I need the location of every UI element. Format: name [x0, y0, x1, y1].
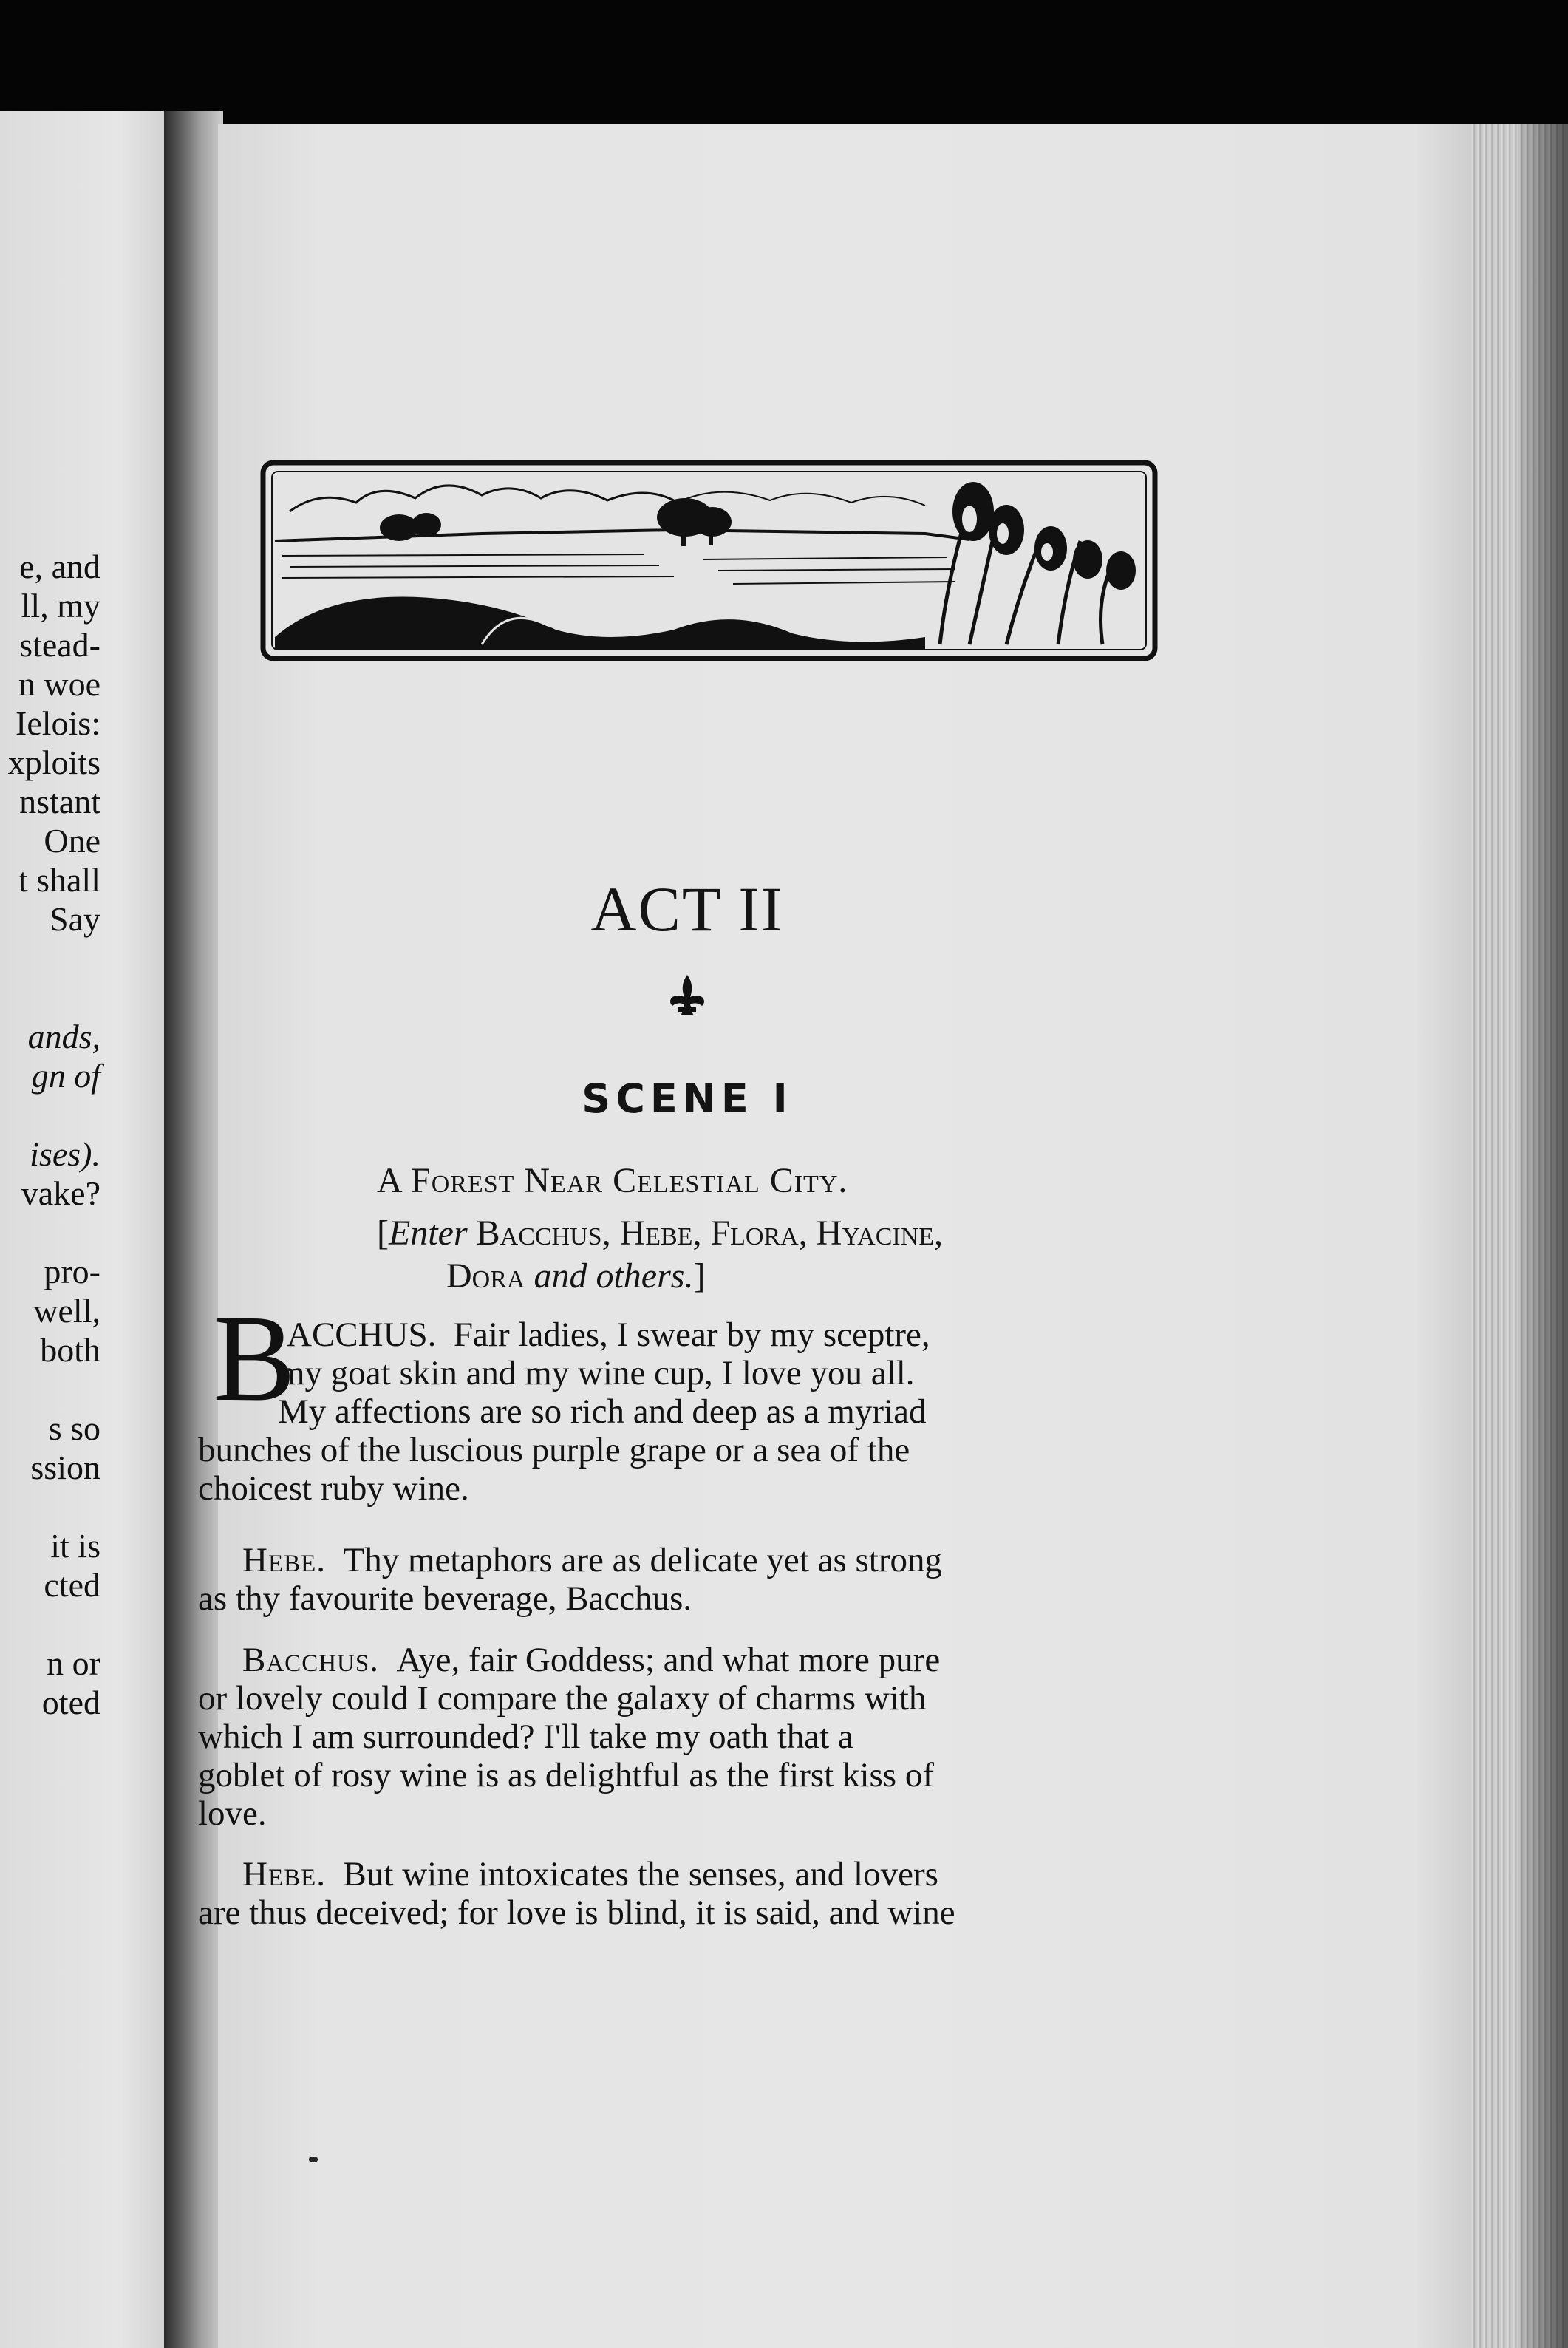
fleur-de-lis-icon	[665, 972, 709, 1024]
previous-page-line	[8, 1487, 100, 1526]
stage-line-2	[377, 1255, 1153, 1298]
previous-page-line: s so	[48, 1409, 100, 1447]
text-line: my goat skin and my wine cup, I love you all.	[278, 1354, 915, 1392]
previous-page-line	[8, 1369, 100, 1409]
speech-text: Aye, fair Goddess; and what more pure	[396, 1641, 941, 1679]
speech-text: Fair ladies, I swear by my sceptre,	[453, 1316, 930, 1354]
page-edge-shadow	[1518, 124, 1568, 2348]
text-line	[198, 1855, 1159, 1893]
location-word: Near	[524, 1161, 604, 1200]
previous-page-line: vake?	[21, 1174, 100, 1212]
previous-page-line: n woe	[18, 665, 100, 703]
previous-page-line: it is	[50, 1527, 100, 1565]
speech-bacchus-2	[198, 1641, 1159, 1833]
text-line: bunches of the luscious purple grape or a sea of the	[198, 1431, 910, 1469]
previous-page-line: oted	[41, 1684, 100, 1721]
speaker-name: Hebe.	[242, 1855, 327, 1893]
previous-page-line: ands,	[27, 1018, 100, 1055]
ink-speck	[309, 2157, 318, 2162]
speaker-name: Hebe.	[242, 1541, 327, 1579]
speech-text: Thy metaphors are as delicate yet as strong	[343, 1541, 942, 1579]
text-line: choicest ruby wine.	[198, 1469, 469, 1508]
text-line	[198, 1641, 1159, 1679]
speaker-name: ACCHUS.	[287, 1316, 437, 1354]
previous-page-line: stead-	[19, 626, 100, 664]
stage-and-others: and others.	[534, 1256, 694, 1296]
speech-hebe-2	[198, 1855, 1159, 1932]
location-word: City.	[769, 1161, 848, 1200]
previous-page-line	[8, 939, 100, 978]
previous-page-line: both	[40, 1331, 100, 1369]
text-line: or lovely could I compare the galaxy of charms with	[198, 1679, 927, 1718]
stage-enter: Enter	[388, 1214, 468, 1253]
bracket-close: ]	[693, 1256, 706, 1296]
stage-names: Bacchus, Hebe, Flora, Hyacine,	[476, 1214, 944, 1253]
speaker-name: Bacchus.	[242, 1641, 379, 1679]
previous-page-line	[8, 1095, 100, 1134]
previous-page-line: Say	[50, 900, 100, 938]
location-word: A	[377, 1161, 402, 1200]
text-line	[198, 1316, 1159, 1354]
speech-hebe-1	[198, 1541, 1159, 1618]
previous-page-line: ll, my	[21, 587, 100, 625]
previous-page-line: One	[44, 822, 100, 860]
speech-bacchus-1	[198, 1316, 1159, 1508]
previous-page	[0, 111, 171, 2348]
previous-page-line: gn of	[31, 1057, 100, 1095]
stage-direction	[377, 1212, 1153, 1298]
location-word: Forest	[411, 1161, 515, 1200]
previous-page-line	[8, 978, 100, 1017]
speech-text: But wine intoxicates the senses, and lovers	[343, 1855, 938, 1893]
previous-page-line: Ielois:	[16, 704, 100, 742]
text-line: which I am surrounded? I'll take my oath that a	[198, 1718, 853, 1756]
text-line: love.	[198, 1794, 267, 1833]
drop-cap: B	[213, 1290, 296, 1427]
previous-page-line: well,	[33, 1292, 100, 1330]
stage-name-dora: Dora	[446, 1256, 525, 1296]
previous-page-line: xploits	[7, 743, 100, 781]
book-gutter	[164, 111, 223, 2348]
text-line: as thy favourite beverage, Bacchus.	[198, 1579, 692, 1618]
text-line	[198, 1541, 1159, 1579]
previous-page-line	[8, 1213, 100, 1252]
location-word: Celestial	[613, 1161, 760, 1200]
scene-location	[377, 1160, 848, 1201]
act-title: ACT II	[590, 874, 784, 945]
previous-page-line: pro-	[44, 1253, 100, 1290]
previous-page-line: ssion	[30, 1449, 100, 1486]
text-line: are thus deceived; for love is blind, it is said, and wine	[198, 1893, 955, 1932]
previous-page-line	[8, 1605, 100, 1644]
scene-title: SCENE I	[582, 1075, 793, 1122]
previous-page-line: n or	[47, 1644, 100, 1682]
previous-page-line: cted	[44, 1566, 100, 1604]
text-line: goblet of rosy wine is as delightful as the first kiss of	[198, 1756, 934, 1794]
previous-page-line: ises).	[30, 1135, 100, 1173]
previous-page-line: e, and	[19, 548, 100, 585]
text-line: My affections are so rich and deep as a myriad	[278, 1392, 927, 1431]
previous-page-line: t shall	[18, 861, 100, 899]
bracket-open: [	[377, 1214, 389, 1253]
previous-page-line: nstant	[19, 783, 100, 820]
previous-page-text	[8, 547, 100, 1722]
stage-line-1	[377, 1214, 943, 1253]
landscape-headpiece-illustration	[260, 460, 1158, 661]
